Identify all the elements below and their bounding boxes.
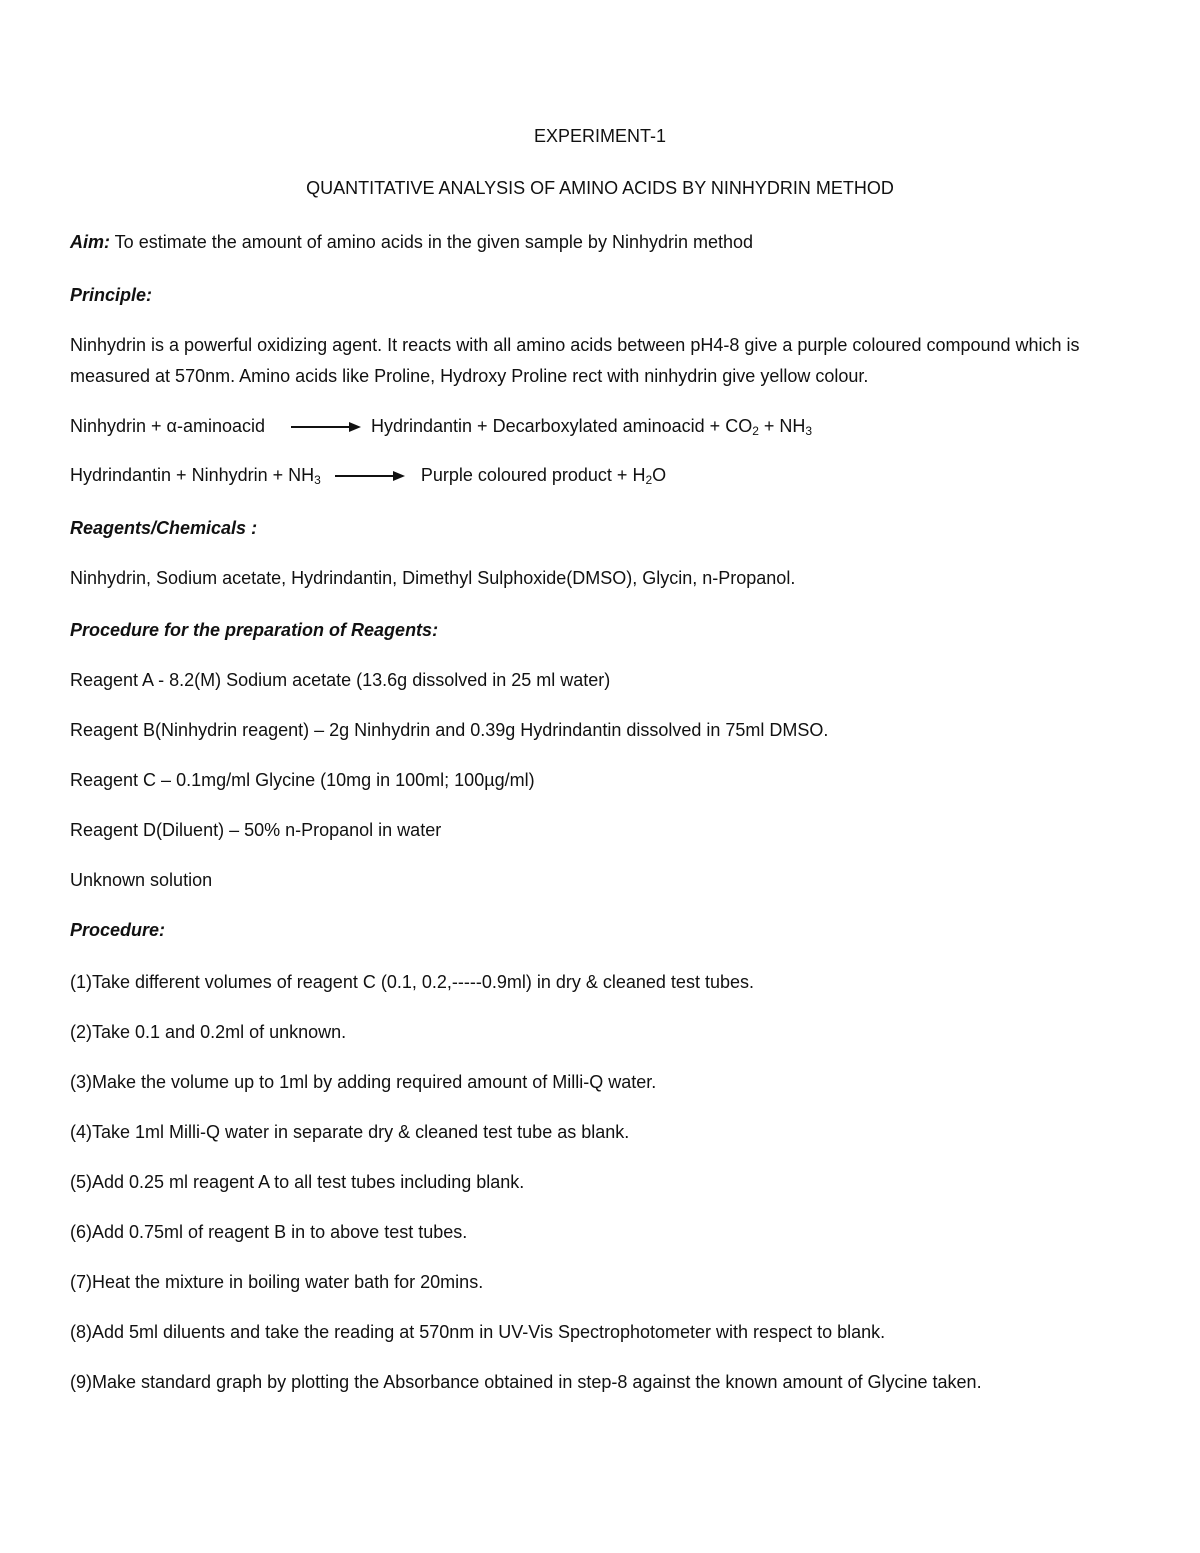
reaction-2-subscript-h2: 2: [645, 473, 653, 487]
preparation-item: Unknown solution: [70, 870, 213, 890]
aim-line: [70, 230, 753, 254]
procedure-step: (3)Make the volume up to 1ml by adding required amount of Milli-Q water.: [70, 1072, 657, 1092]
reaction-2-reactants: Hydrindantin + Ninhydrin + NH: [70, 465, 315, 485]
procedure-step: (9)Make standard graph by plotting the Absorbance obtained in step-8 against the known amount of Glycine taken.: [70, 1372, 982, 1392]
preparation-item: Reagent B(Ninhydrin reagent) – 2g Ninhydrin and 0.39g Hydrindantin dissolved in 75ml DMSO.: [70, 720, 829, 740]
reagents-list: Ninhydrin, Sodium acetate, Hydrindantin, Dimethyl Sulphoxide(DMSO), Glycin, n-Propanol.: [70, 568, 796, 588]
reaction-2: [70, 463, 666, 487]
reaction-2-subscript-nh3: 3: [314, 473, 321, 487]
experiment-title: EXPERIMENT-1: [533, 126, 667, 146]
procedure-step: (5)Add 0.25 ml reagent A to all test tubes including blank.: [70, 1172, 525, 1192]
principle-paragraph: Ninhydrin is a powerful oxidizing agent. It reacts with all amino acids between pH4-8 give a purple coloured compound which is measured at 570nm. Amino acids like Proline, Hydroxy Proline rect with ninhydrin give yellow colour.: [70, 335, 1080, 386]
reaction-1-reactants: Ninhydrin + α-aminoacid: [70, 416, 265, 436]
procedure-step: (8)Add 5ml diluents and take the reading at 570nm in UV-Vis Spectrophotometer with respect to blank.: [70, 1322, 886, 1342]
procedure-step: (6)Add 0.75ml of reagent B in to above test tubes.: [70, 1222, 468, 1242]
preparation-item: Reagent A - 8.2(M) Sodium acetate (13.6g dissolved in 25 ml water): [70, 670, 611, 690]
reaction-2-products: Purple coloured product + H: [420, 465, 646, 485]
aim-label: Aim:: [70, 232, 110, 252]
reaction-2-products-end: O: [652, 465, 667, 485]
procedure-step: (7)Heat the mixture in boiling water bath for 20mins.: [70, 1272, 484, 1292]
reaction-1-subscript-co2: 2: [752, 424, 759, 438]
procedure-heading: Procedure:: [70, 920, 166, 940]
procedure-step: (2)Take 0.1 and 0.2ml of unknown.: [70, 1022, 347, 1042]
procedure-step: (1)Take different volumes of reagent C (0.1, 0.2,-----0.9ml) in dry & cleaned test tubes.: [70, 972, 754, 992]
reaction-1: [70, 414, 812, 438]
principle-heading: Principle:: [70, 285, 153, 305]
preparation-item: Reagent D(Diluent) – 50% n-Propanol in water: [70, 820, 442, 840]
reaction-1-subscript-nh3: 3: [805, 424, 813, 438]
reaction-arrow-icon: [335, 471, 405, 481]
reagents-heading: Reagents/Chemicals :: [70, 518, 258, 538]
reaction-1-products-nh: + NH: [758, 416, 806, 436]
reaction-1-products: Hydrindantin + Decarboxylated aminoacid + CO: [371, 416, 753, 436]
procedure-step: (4)Take 1ml Milli-Q water in separate dry & cleaned test tube as blank.: [70, 1122, 630, 1142]
reaction-arrow-icon: [291, 422, 361, 432]
experiment-subtitle: QUANTITATIVE ANALYSIS OF AMINO ACIDS BY NINHYDRIN METHOD: [306, 178, 894, 198]
preparation-item: Reagent C – 0.1mg/ml Glycine (10mg in 100ml; 100µg/ml): [70, 770, 535, 790]
aim-text: To estimate the amount of amino acids in the given sample by Ninhydrin method: [110, 232, 754, 252]
preparation-heading: Procedure for the preparation of Reagents:: [70, 620, 439, 640]
